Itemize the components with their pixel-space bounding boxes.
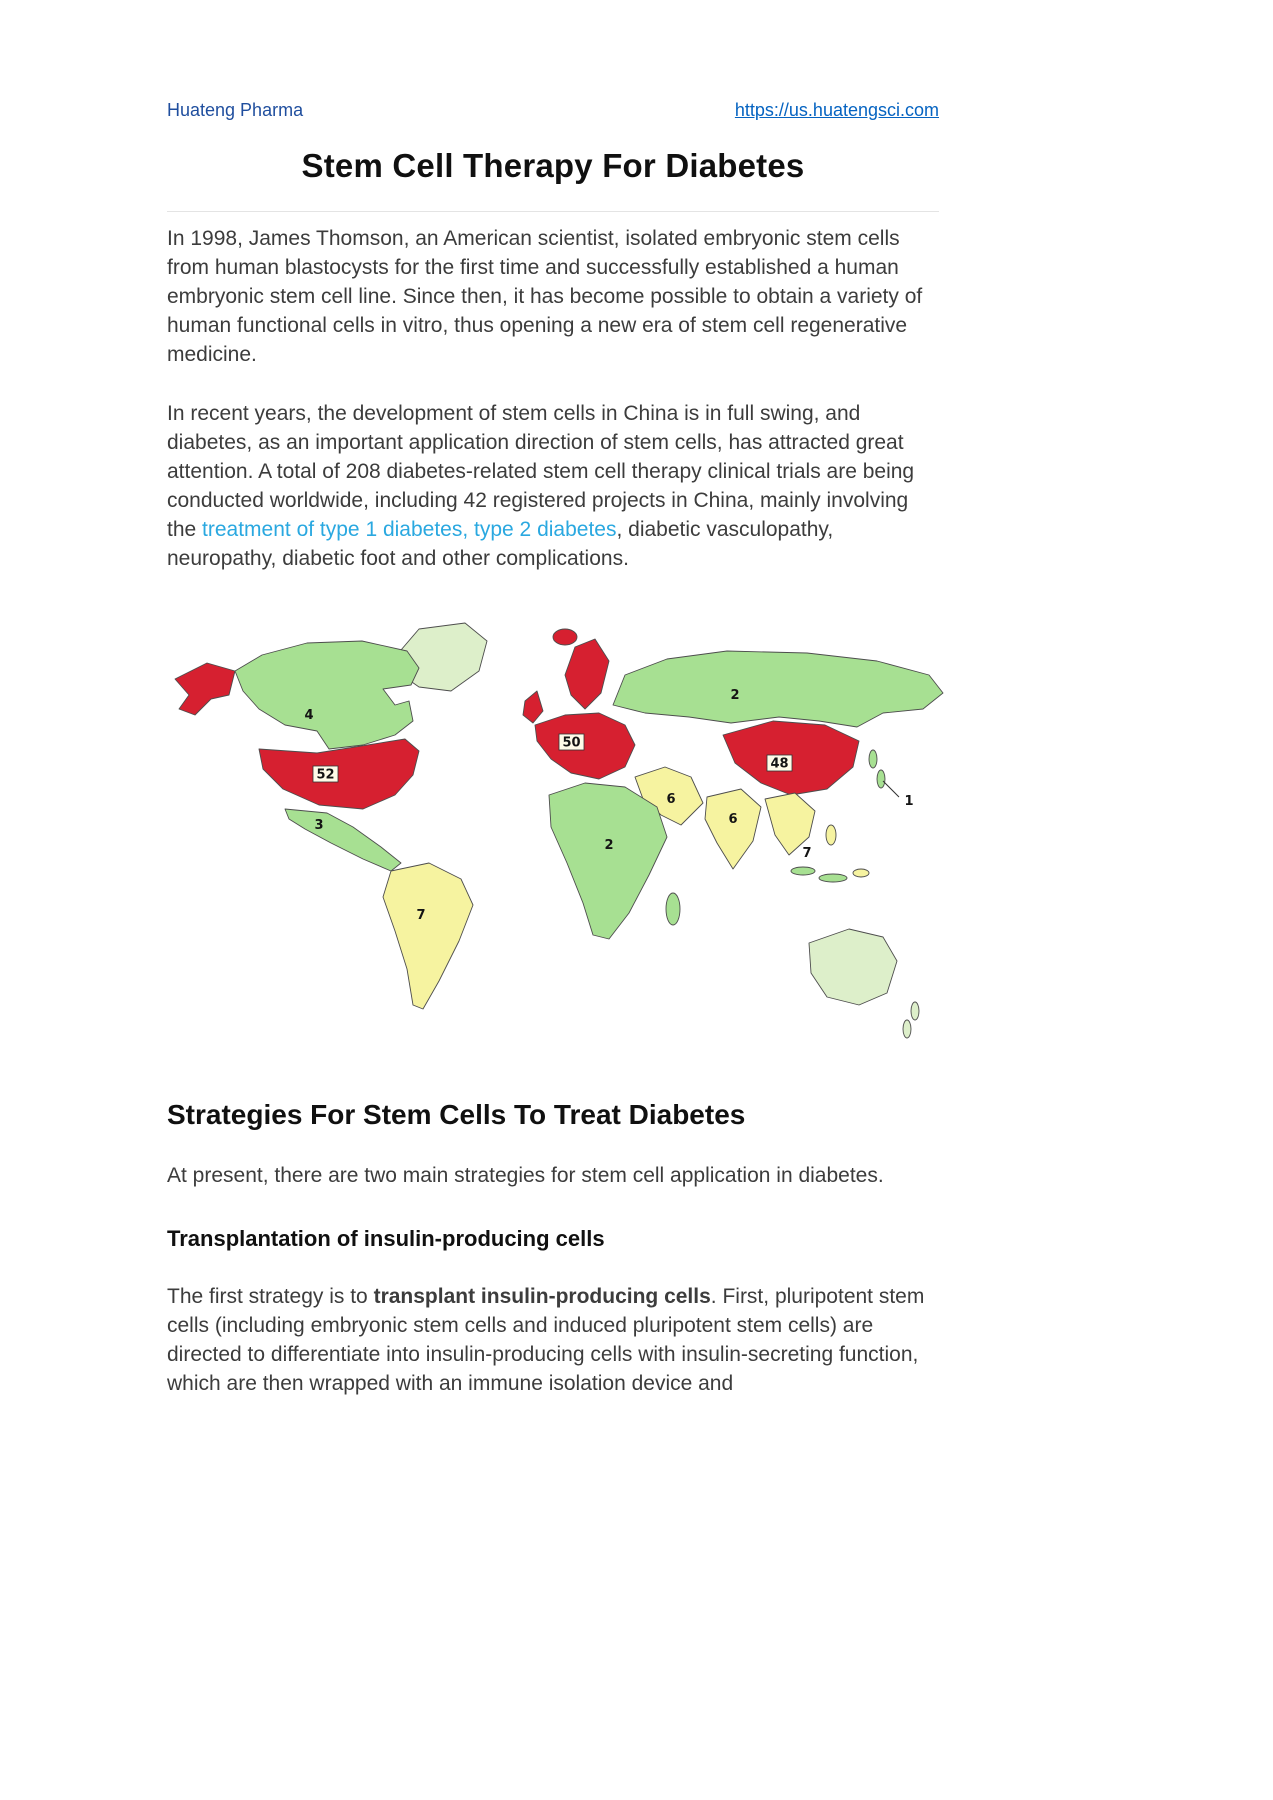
map-value-africa: 2 bbox=[604, 838, 614, 853]
brand-text: Huateng Pharma bbox=[167, 100, 304, 120]
map-value-south-america: 7 bbox=[416, 908, 426, 923]
map-value-usa: 52 bbox=[316, 767, 335, 783]
map-region-philippines bbox=[826, 825, 836, 845]
world-map bbox=[167, 613, 957, 1053]
map-region-indonesia-central bbox=[819, 874, 847, 882]
map-region-alaska bbox=[175, 663, 235, 715]
map-value-southeast-asia: 7 bbox=[802, 846, 812, 861]
map-region-mexico bbox=[285, 809, 401, 871]
map-region-australia bbox=[809, 929, 897, 1005]
japan-leader-line bbox=[883, 781, 899, 797]
map-value-canada: 4 bbox=[304, 708, 314, 723]
document-header bbox=[167, 0, 939, 121]
header-link[interactable]: https://us.huatengsci.com bbox=[734, 100, 939, 120]
map-value-japan: 1 bbox=[904, 794, 914, 809]
map-region-new-zealand-north bbox=[911, 1002, 919, 1020]
title-divider bbox=[167, 211, 939, 212]
trials-text-after: , diabetic vasculopathy, neuropathy, diabetic foot and other complications. bbox=[167, 518, 834, 570]
map-value-middle-east: 6 bbox=[666, 792, 676, 807]
map-value-russia: 2 bbox=[730, 688, 740, 703]
trials-paragraph bbox=[167, 399, 939, 573]
map-region-japan-south bbox=[877, 770, 885, 788]
transplant-paragraph bbox=[167, 1282, 939, 1398]
map-region-india bbox=[705, 789, 761, 869]
page-title: Stem Cell Therapy For Diabetes bbox=[301, 147, 805, 184]
map-region-russia bbox=[613, 651, 943, 727]
map-region-iceland bbox=[553, 629, 577, 645]
map-region-madagascar bbox=[666, 893, 680, 925]
trials-text-before: In recent years, the development of stem cells in China is in full swing, and diabetes, as an important application direction of stem cells, has attracted great attention. A total of 208 diabetes-related stem cell therapy clinical trials are being conducted worldwide, including 42 registered projects in China, mainly involving the bbox=[167, 402, 915, 541]
map-value-mexico: 3 bbox=[314, 818, 324, 833]
map-region-new-zealand-south bbox=[903, 1020, 911, 1038]
map-region-africa bbox=[549, 783, 667, 939]
map-region-indonesia-east bbox=[853, 869, 869, 877]
map-value-europe: 50 bbox=[562, 735, 581, 751]
map-region-scandinavia bbox=[565, 639, 609, 709]
strategies-intro-paragraph: At present, there are two main strategies for stem cell application in diabetes. bbox=[167, 1164, 884, 1187]
diabetes-treatment-link[interactable]: treatment of type 1 diabetes, type 2 diabetes bbox=[202, 518, 617, 541]
map-region-canada bbox=[235, 641, 419, 749]
transplant-text-before: The first strategy is to bbox=[167, 1285, 374, 1308]
transplant-bold-phrase: transplant insulin-producing cells bbox=[373, 1285, 711, 1308]
intro-paragraph: In 1998, James Thomson, an American scientist, isolated embryonic stem cells from human blastocysts for the first time and successfully established a human embryonic stem cell line. Since then, it has become possible to obtain a variety of human functional cells in vitro, thus opening a new era of stem cell regenerative medicine. bbox=[167, 227, 923, 366]
map-region-japan-north bbox=[869, 750, 877, 768]
map-value-china: 48 bbox=[770, 756, 789, 772]
map-region-europe bbox=[535, 713, 635, 779]
map-value-india: 6 bbox=[728, 812, 738, 827]
map-region-south-america bbox=[383, 863, 473, 1009]
transplant-subheading: Transplantation of insulin-producing cells bbox=[167, 1226, 605, 1251]
world-map-figure bbox=[167, 613, 957, 1053]
strategies-heading: Strategies For Stem Cells To Treat Diabetes bbox=[167, 1099, 746, 1130]
map-region-indonesia-west bbox=[791, 867, 815, 875]
map-region-usa bbox=[259, 739, 419, 809]
map-region-uk bbox=[523, 691, 543, 723]
document-content bbox=[167, 0, 939, 1398]
transplant-text-after: . First, pluripotent stem cells (including embryonic stem cells and induced pluripotent stem cells) are directed to differentiate into insulin-producing cells with insulin-secreting function, which are then wrapped with an immune isolation device and bbox=[167, 1285, 925, 1395]
